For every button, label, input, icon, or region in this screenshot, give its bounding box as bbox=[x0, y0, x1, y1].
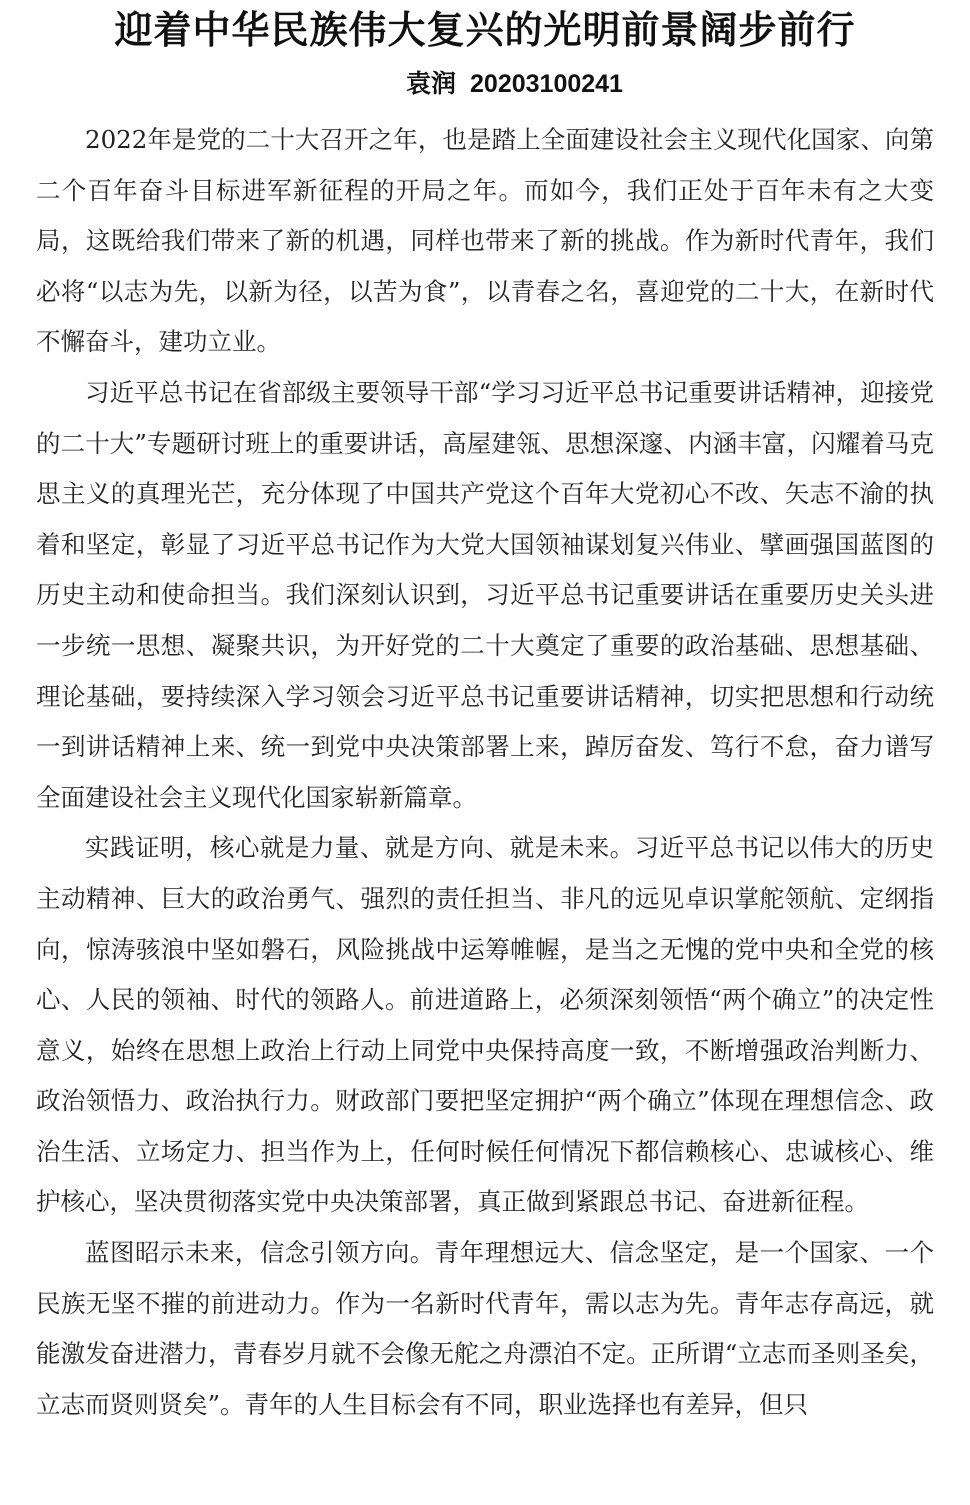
paragraph-3: 实践证明，核心就是力量、就是方向、就是未来。习近平总书记以伟大的历史主动精神、巨大的政治勇气、强烈的责任担当、非凡的远见卓识掌舵领航、定纲指向，惊涛骇浪中坚如磐石，风险挑战中运筹帷幄，是当之无愧的党中央和全党的核心、人民的领袖、时代的领路人。前进道路上，必须深刻领悟“两个确立”的决定性意义，始终在思想上政治上行动上同党中央保持高度一致，不断增强政治判断力、政治领悟力、政治执行力。财政部门要把坚定拥护“两个确立”体现在理想信念、政治生活、立场定力、担当作为上，任何时候任何情况下都信赖核心、忠诚核心、维护核心，坚决贯彻落实党中央决策部署，真正做到紧跟总书记、奋进新征程。 bbox=[36, 833, 934, 1217]
paragraph-4: 蓝图昭示未来，信念引领方向。青年理想远大、信念坚定，是一个国家、一个民族无坚不摧的前进动力。作为一名新时代青年，需以志为先。青年志存高远，就能激发奋进潜力，青春岁月就不会像无舵之舟漂泊不定。正所谓“立志而圣则圣矣，立志而贤则贤矣”。青年的人生目标会有不同，职业选择也有差异，但只 bbox=[36, 1238, 934, 1419]
paragraph-1: 2022年是党的二十大召开之年，也是踏上全面建设社会主义现代化国家、向第二个百年奋斗目标进军新征程的开局之年。而如今，我们正处于百年未有之大变局，这既给我们带来了新的机遇，同样也带来了新的挑战。作为新时代青年，我们必将“以志为先，以新为径，以苦为食”，以青春之名，喜迎党的二十大，在新时代不懈奋斗，建功立业。 bbox=[36, 125, 934, 357]
document-title: 迎着中华民族伟大复兴的光明前景阔步前行 bbox=[114, 7, 856, 52]
paragraph-2: 习近平总书记在省部级主要领导干部“学习习近平总书记重要讲话精神，迎接党的二十大”专题研讨班上的重要讲话，高屋建瓴、思想深邃、内涵丰富，闪耀着马克思主义的真理光芒，充分体现了中国共产党这个百年大党初心不改、矢志不渝的执着和坚定，彰显了习近平总书记作为大党大国领袖谋划复兴伟业、擘画强国蓝图的历史主动和使命担当。我们深刻认识到，习近平总书记重要讲话在重要历史关头进一步统一思想、凝聚共识，为开好党的二十大奠定了重要的政治基础、思想基础、理论基础，要持续深入学习领会习近平总书记重要讲话精神，切实把思想和行动统一到讲话精神上来、统一到党中央决策部署上来，踔厉奋发、笃行不怠，奋力谱写全面建设社会主义现代化国家崭新篇章。 bbox=[36, 377, 934, 812]
author-line bbox=[36, 60, 934, 108]
document-body bbox=[36, 115, 934, 1430]
author-student-id: 20203100241 bbox=[470, 70, 623, 98]
author-name: 袁润 bbox=[406, 69, 457, 98]
